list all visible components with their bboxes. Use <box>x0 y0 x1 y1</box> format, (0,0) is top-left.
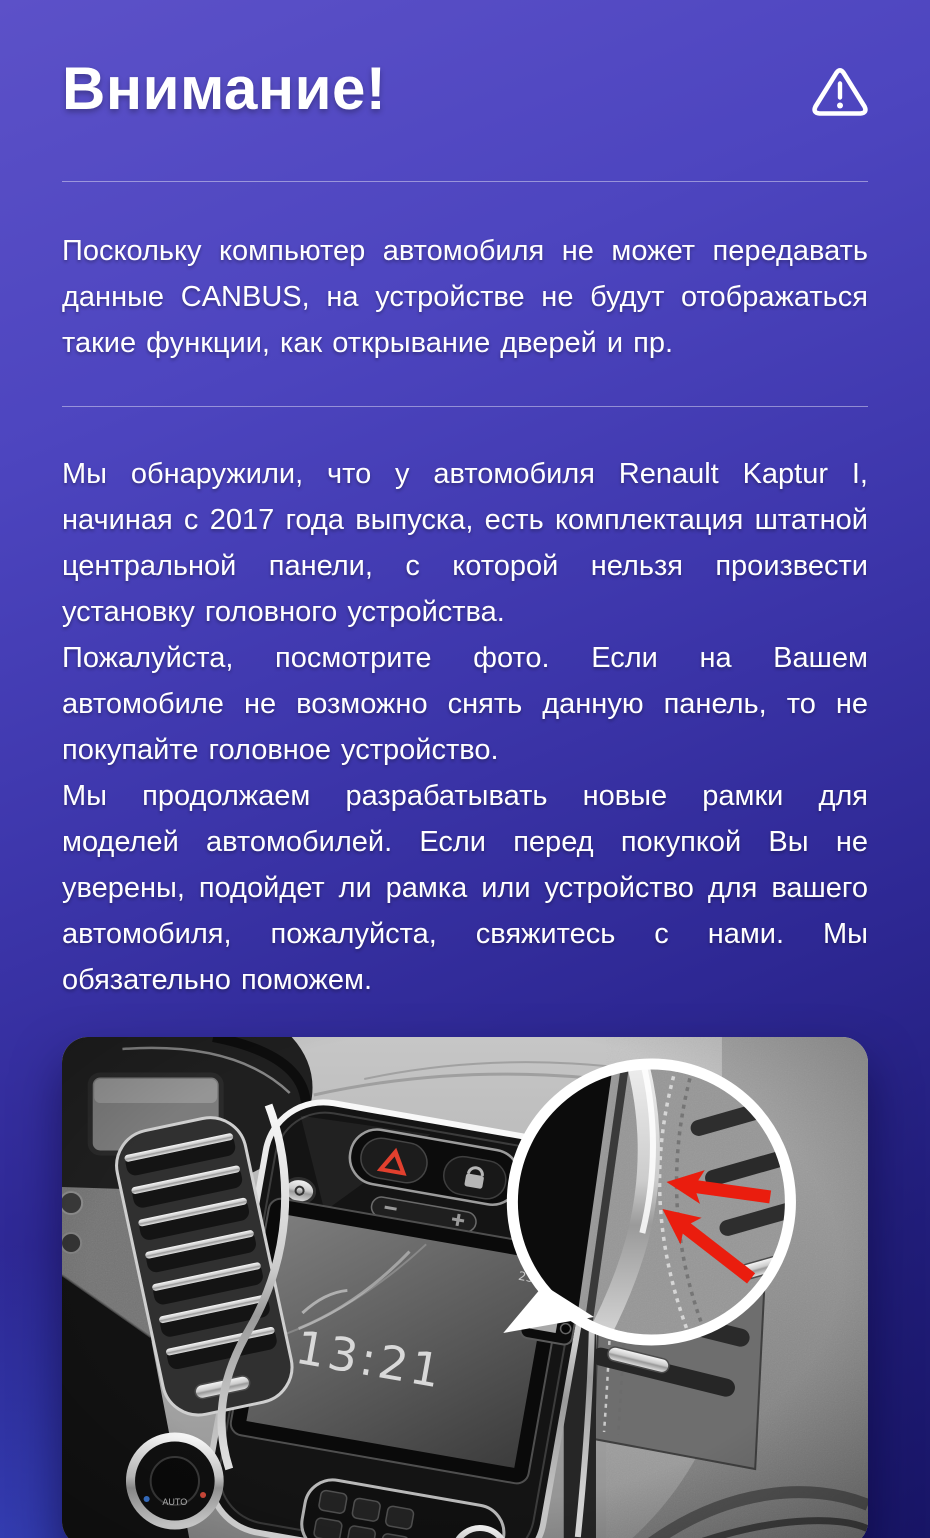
header <box>62 0 868 122</box>
dashboard-scene <box>62 1037 868 1538</box>
warning-triangle-icon <box>812 68 868 118</box>
support-contact-text: Мы продолжаем разрабатывать новые рамки для моделей автомобилей. Если перед покупкой Вы не уверены, подойдет ли рамка или устройство для вашего автомобиля, пожалуйста, свяжитесь с нами. Мы обязательно поможем. <box>62 780 868 996</box>
compatibility-note-text: Мы обнаружили, что у автомобиля Renault Kaptur I, начиная с 2017 года выпуска, есть комплектация штатной центральной панели, с которой нельзя произвести установку головного устройства. <box>62 458 868 628</box>
dashboard-photo <box>62 1037 868 1538</box>
page-title: Внимание! <box>62 55 387 122</box>
photo-check-warning-text: Пожалуйста, посмотрите фото. Если на Вашем автомобиле не возможно снять данную панель, то не покупайте головное устройство. <box>62 642 868 766</box>
divider <box>62 406 868 407</box>
divider <box>62 181 868 182</box>
canbus-warning-text: Поскольку компьютер автомобиля не может передавать данные CANBUS, на устройстве не будут отображаться такие функции, как открывание дверей и пр. <box>62 235 868 359</box>
